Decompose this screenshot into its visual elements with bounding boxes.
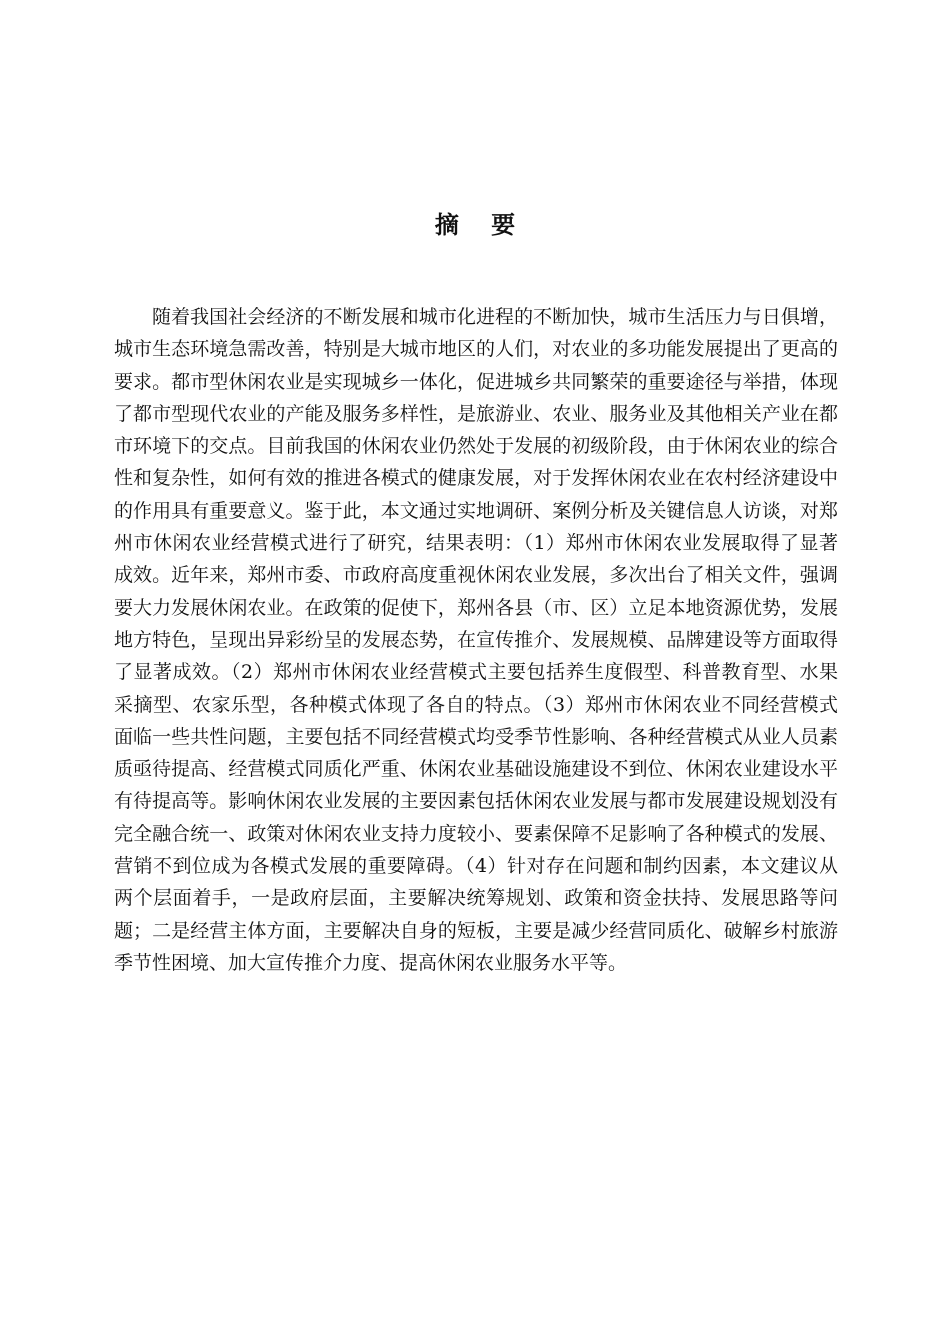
abstract-paragraph: 随着我国社会经济的不断发展和城市化进程的不断加快，城市生活压力与日俱增，城市生态环境急需改善，特别是大城市地区的人们，对农业的多功能发展提出了更高的要求。都市型休闲农业是实现城乡一体化，促进城乡共同繁荣的重要途径与举措，体现了都市型现代农业的产能及服务多样性，是旅游业、农业、服务业及其他相关产业在都市环境下的交点。目前我国的休闲农业仍然处于发展的初级阶段，由于休闲农业的综合性和复杂性，如何有效的推进各模式的健康发展，对于发挥休闲农业在农村经济建设中的作用具有重要意义。鉴于此，本文通过实地调研、案例分析及关键信息人访谈，对郑州市休闲农业经营模式进行了研究，结果表明：（1）郑州市休闲农业发展取得了显著成效。近年来，郑州市委、市政府高度重视休闲农业发展，多次出台了相关文件，强调要大力发展休闲农业。在政策的促使下，郑州各县（市、区）立足本地资源优势，发展地方特色，呈现出异彩纷呈的发展态势，在宣传推介、发展规模、品牌建设等方面取得了显著成效。（2）郑州市休闲农业经营模式主要包括养生度假型、科普教育型、水果采摘型、农家乐型，各种模式体现了各自的特点。（3）郑州市休闲农业不同经营模式面临一些共性问题，主要包括不同经营模式均受季节性影响、各种经营模式从业人员素质亟待提高、经营模式同质化严重、休闲农业基础设施建设不到位、休闲农业建设水平有待提高等。影响休闲农业发展的主要因素包括休闲农业发展与都市发展建设规划没有完全融合统一、政策对休闲农业支持力度较小、要素保障不足影响了各种模式的发展、营销不到位成为各模式发展的重要障碍。（4）针对存在问题和制约因素，本文建议从两个层面着手，一是政府层面，主要解决统筹规划、政策和资金扶持、发展思路等问题；二是经营主体方面，主要解决自身的短板，主要是减少经营同质化、破解乡村旅游季节性困境、加大宣传推介力度、提高休闲农业服务水平等。: [114, 306, 838, 974]
page-title: 摘 要: [434, 211, 528, 239]
